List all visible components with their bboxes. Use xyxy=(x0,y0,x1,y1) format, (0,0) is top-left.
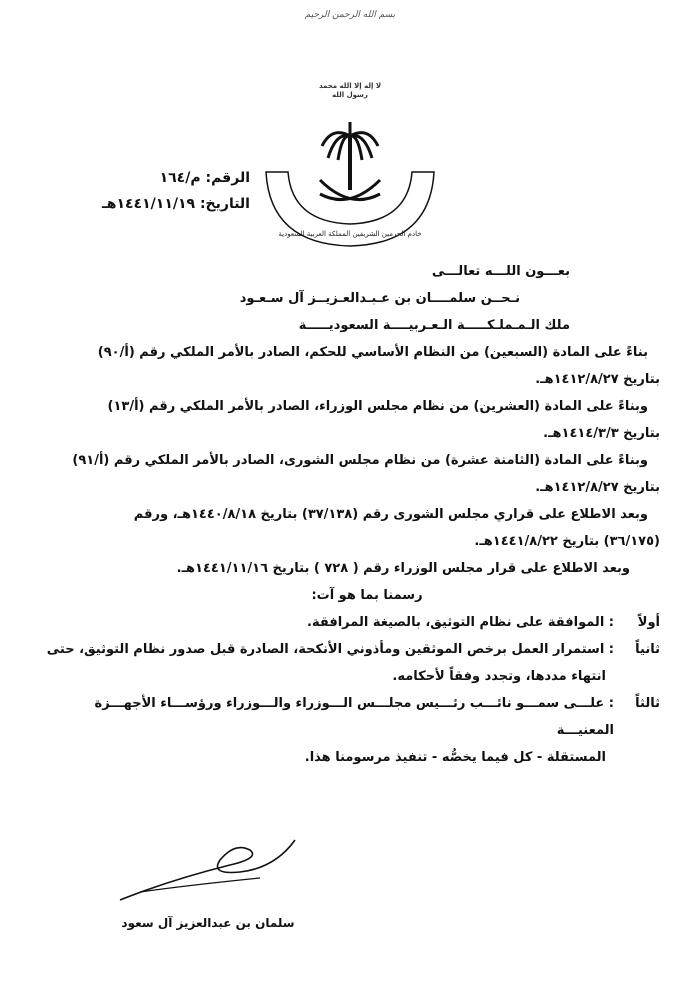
article-3 xyxy=(34,690,660,771)
article-2-label: ثانياً xyxy=(635,642,660,657)
decree-intro: رسمنا بما هو آت: xyxy=(311,588,423,603)
signatory-name: سلمان بن عبدالعزيز آل سعود xyxy=(121,916,295,930)
recital-1-line-1: بناءً على المادة (السبعين) من النظام الأساسي للحكم، الصادر بالأمر الملكي رقم (أ/٩٠) xyxy=(97,345,648,360)
article-3-line-1: : علـــى سمـــو نائـــب رئـــيس مجلـــس الـــوزراء والـــوزراء ورؤســـاء الأجهـــزة المعنيـــة xyxy=(94,696,614,738)
emblem-text: خادم الحرمين الشريفين المملكة العربية السعودية xyxy=(278,230,422,238)
recital-1 xyxy=(34,339,660,393)
number-label: الرقم: xyxy=(205,170,250,186)
recital-3 xyxy=(34,447,660,501)
recital-3-line-1: وبناءً على المادة (الثامنة عشرة) من نظام مجلس الشورى، الصادر بالأمر الملكي رقم (أ/٩١) xyxy=(72,453,648,468)
date-value: ١٤٤١/١١/١٩هـ xyxy=(101,196,196,212)
recital-3-line-2: بتاريخ ١٤١٢/٨/٢٧هـ. xyxy=(535,480,660,495)
decree-date xyxy=(90,196,250,212)
emblem-shahada: لا إله إلا الله محمد رسول الله xyxy=(318,82,382,99)
article-1-line-1: : الموافقة على نظام التوثيق، بالصيغة المرافقة. xyxy=(307,615,614,630)
article-1-label: أولاً xyxy=(637,615,660,630)
basmala: بسم الله الرحمن الرحيم xyxy=(304,10,396,20)
recital-4-line-2: (٣٦/١٧٥) بتاريخ ١٤٤١/٨/٢٢هـ. xyxy=(474,534,660,549)
recital-4-line-1: وبعد الاطلاع على قراري مجلس الشورى رقم (٣٧/١٣٨) بتاريخ ١٤٤٠/٨/١٨هـ، ورقم xyxy=(133,507,648,522)
recital-2-line-2: بتاريخ ١٤١٤/٣/٣هـ. xyxy=(543,426,660,441)
recital-1-line-2: بتاريخ ١٤١٢/٨/٢٧هـ. xyxy=(535,372,660,387)
preamble-line-2: نـحــن سلمــــان بن عـبـدالعـزيــز آل سـعـود xyxy=(239,291,520,306)
date-label: التاريخ: xyxy=(199,196,250,212)
article-2-line-2: انتهاء مددها، وتجدد وفقاً لأحكامه. xyxy=(392,669,606,684)
recital-2-line-1: وبناءً على المادة (العشرين) من نظام مجلس الوزراء، الصادر بالأمر الملكي رقم (أ/١٣) xyxy=(107,399,648,414)
preamble-line-3: ملك الـمـملـكـــــة الـعـربيــــة السعوديـــــة xyxy=(298,318,570,333)
recital-2 xyxy=(34,393,660,447)
article-3-label: ثالثاً xyxy=(635,696,660,711)
number-value: م/١٦٤ xyxy=(159,170,201,186)
decree-body xyxy=(34,258,660,771)
recital-5 xyxy=(34,555,660,582)
article-3-line-2: المستقلة - كل فيما يخصُّه - تنفيذ مرسومنا هذا. xyxy=(304,750,606,765)
recital-5-line-1: وبعد الاطلاع على قرار مجلس الوزراء رقم ( ٧٢٨ ) بتاريخ ١٤٤١/١١/١٦هـ. xyxy=(176,561,630,576)
article-1 xyxy=(34,609,660,636)
recital-4 xyxy=(34,501,660,555)
decree-number xyxy=(90,170,250,186)
article-2-line-1: : استمرار العمل برخص الموثقين ومأذوني الأنكحة، الصادرة قبل صدور نظام التوثيق، حتى xyxy=(46,642,614,657)
handwritten-signature-icon xyxy=(110,830,310,910)
article-2 xyxy=(34,636,660,690)
saudi-emblem-icon xyxy=(262,118,438,248)
preamble-line-1: بعـــون اللـــه تعالـــى xyxy=(431,264,570,279)
